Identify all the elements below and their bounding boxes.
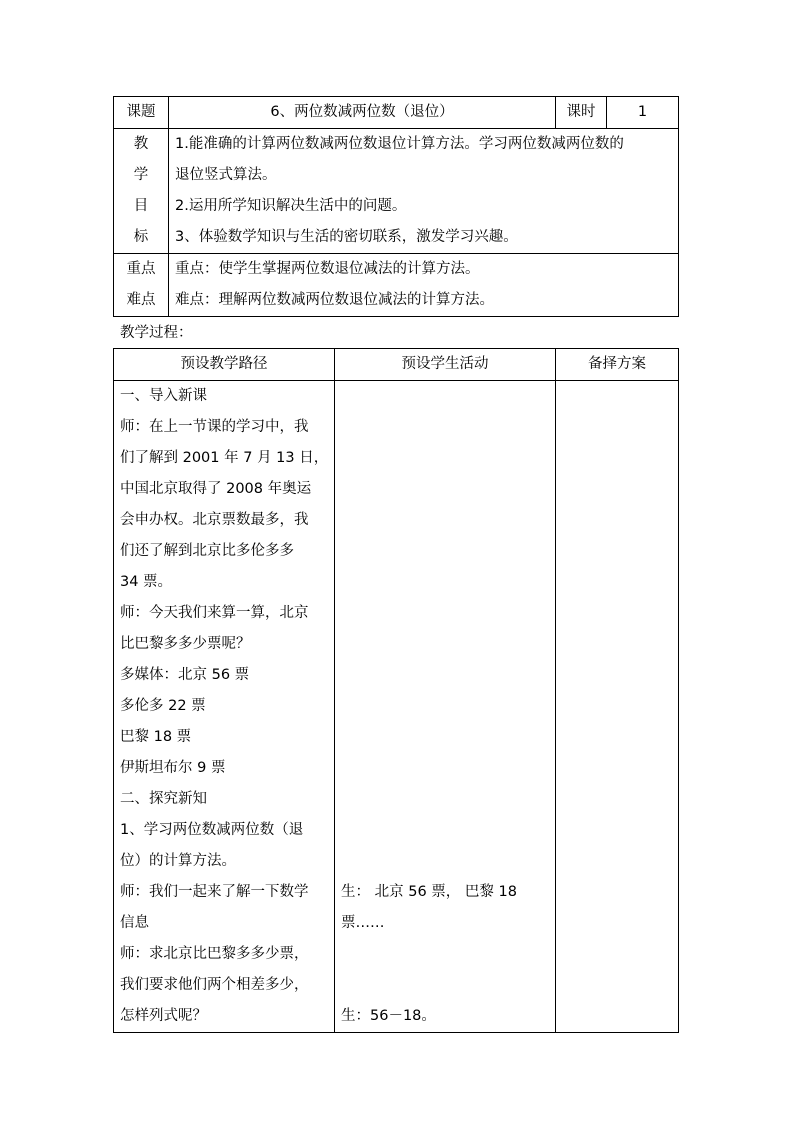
lesson-header-table <box>113 96 679 317</box>
alternative-plan-cell <box>556 381 679 1033</box>
teacher-line: 多伦多 22 票 <box>120 698 206 714</box>
difficulty-label-text: 难点 <box>126 292 156 308</box>
goal-line: 2.运用所学知识解决生活中的问题。 <box>175 198 407 214</box>
teacher-line: 会申办权。北京票数最多，我 <box>120 512 309 528</box>
student-line: 生：56－18。 <box>341 1008 436 1024</box>
keypoint-line: 重点：使学生掌握两位数退位减法的计算方法。 <box>175 261 480 277</box>
keypoints-row <box>114 254 679 317</box>
topic-row <box>114 97 679 129</box>
student-activity-cell <box>335 381 556 1033</box>
topic-value: 6、两位数减两位数（退位） <box>169 97 556 129</box>
goals-label <box>114 129 169 254</box>
teacher-line: 师：求北京比巴黎多多少票， <box>120 946 309 962</box>
process-header-row <box>114 349 679 381</box>
teacher-line: 怎样列式呢？ <box>120 1008 207 1024</box>
goals-label-char: 目 <box>133 198 149 214</box>
process-body-row <box>114 381 679 1033</box>
teacher-line: 伊斯坦布尔 9 票 <box>120 760 226 776</box>
teacher-path-cell <box>114 381 335 1033</box>
teacher-line: 师：今天我们来算一算，北京 <box>120 605 309 621</box>
goal-line: 退位竖式算法。 <box>175 167 277 183</box>
goal-line: 1.能准确的计算两位数减两位数退位计算方法。学习两位数减两位数的 <box>175 136 624 152</box>
teacher-line: 巴黎 18 票 <box>120 729 192 745</box>
teacher-line: 1、学习两位数减两位数（退 <box>120 822 304 838</box>
teacher-line: 师：在上一节课的学习中，我 <box>120 419 309 435</box>
goals-row <box>114 129 679 254</box>
col-header-alternative: 备择方案 <box>556 349 679 381</box>
teacher-line: 我们要求他们两个相差多少， <box>120 977 309 993</box>
goals-content <box>169 129 679 254</box>
keypoint-label <box>114 254 169 317</box>
teacher-line: 们了解到 2001 年 7 月 13 日， <box>120 450 329 466</box>
process-label: 教学过程： <box>120 325 193 341</box>
keypoint-content <box>169 254 679 317</box>
topic-label: 课题 <box>114 97 169 129</box>
goals-label-char: 学 <box>133 167 149 183</box>
difficulty-line: 难点：理解两位数减两位数退位减法的计算方法。 <box>175 292 494 308</box>
teacher-line: 比巴黎多多少票呢？ <box>120 636 251 652</box>
teacher-line: 位）的计算方法。 <box>120 853 236 869</box>
period-label: 课时 <box>556 97 607 129</box>
student-line: 生： 北京 56 票， 巴黎 18 <box>341 884 517 900</box>
col-header-teacher: 预设教学路径 <box>114 349 335 381</box>
col-header-student: 预设学生活动 <box>335 349 556 381</box>
period-value: 1 <box>607 97 679 129</box>
process-table <box>113 348 679 1033</box>
student-line: 票…… <box>341 915 385 931</box>
teacher-line: 师：我们一起来了解一下数学 <box>120 884 309 900</box>
teacher-line: 们还了解到北京比多伦多多 <box>120 543 294 559</box>
teacher-line: 34 票。 <box>120 574 173 590</box>
goal-line: 3、体验数学知识与生活的密切联系，激发学习兴趣。 <box>175 229 518 245</box>
teacher-line: 信息 <box>120 915 149 931</box>
teacher-line: 中国北京取得了 2008 年奥运 <box>120 481 312 497</box>
keypoint-label-text: 重点 <box>126 261 156 277</box>
teacher-line: 一、导入新课 <box>120 388 207 404</box>
teacher-line: 多媒体：北京 56 票 <box>120 667 250 683</box>
goals-label-char: 标 <box>133 229 149 245</box>
teacher-line: 二、探究新知 <box>120 791 207 807</box>
goals-label-char: 教 <box>133 136 149 152</box>
